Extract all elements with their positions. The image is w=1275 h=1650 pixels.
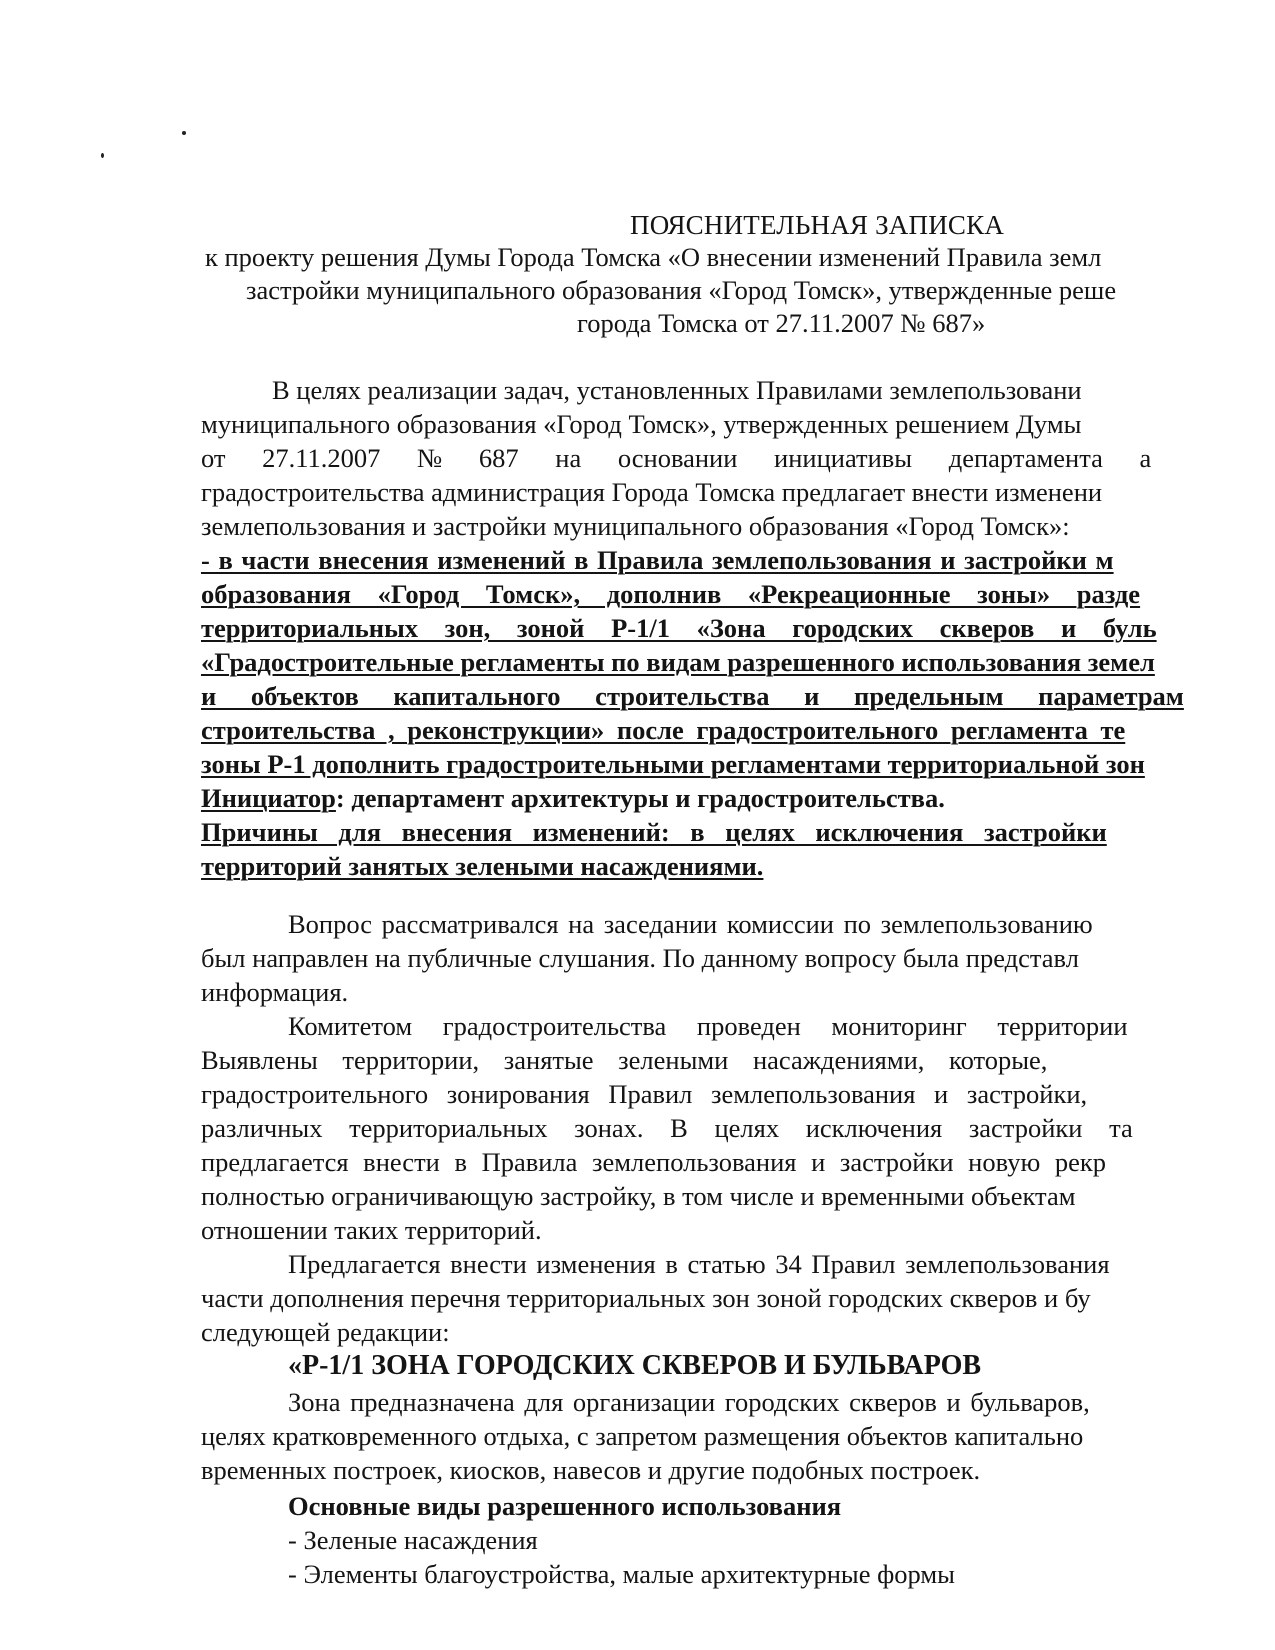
amendment-line: образования «Город Томск», дополнив «Рекреационные зоны» разде: [201, 579, 1141, 609]
intro-line: от 27.11.2007 № 687 на основании инициативы департамента а: [201, 443, 1152, 473]
commission-line: Вопрос рассматривался на заседании комиссии по землепользованию: [288, 909, 1093, 939]
reasons-line: территорий занятых зелеными насаждениями.: [201, 851, 764, 881]
intro-line: землепользования и застройки муниципального образования «Город Томск»:: [201, 511, 1070, 541]
scan-speck: [182, 131, 186, 135]
subtitle-line: города Томска от 27.11.2007 № 687»: [577, 308, 986, 338]
zone-desc-line: целях кратковременного отдыха, с запретом размещения объектов капитально: [201, 1421, 1084, 1451]
proposal-line: Предлагается внести изменения в статью 34 Правил землепользования: [288, 1249, 1110, 1279]
uses-item: - Зеленые насаждения: [288, 1525, 538, 1555]
committee-line: полностью ограничивающую застройку, в том числе и временными объектам: [201, 1181, 1076, 1211]
zone-desc-line: временных построек, киосков, навесов и другие подобных построек.: [201, 1455, 981, 1485]
commission-line: информация.: [201, 977, 349, 1007]
initiator-label: Инициатор: [201, 783, 336, 813]
reasons-line: Причины для внесения изменений: в целях исключения застройки: [201, 817, 1107, 847]
amendment-line: территориальных зон, зоной Р-1/1 «Зона городских скверов и буль: [201, 613, 1157, 643]
page-title: ПОЯСНИТЕЛЬНАЯ ЗАПИСКА: [630, 210, 1005, 240]
subtitle-line: застройки муниципального образования «Город Томск», утвержденные реше: [246, 275, 1117, 305]
committee-line: градостроительного зонирования Правил землепользования и застройки,: [201, 1079, 1088, 1109]
scan-speck: [101, 153, 104, 158]
committee-line: Выявлены территории, занятые зелеными насаждениями, которые,: [201, 1045, 1048, 1075]
uses-item: - Элементы благоустройства, малые архитектурные формы: [288, 1559, 955, 1589]
committee-line: отношении таких территорий.: [201, 1215, 542, 1245]
initiator-text: : департамент архитектуры и градостроительства.: [335, 783, 945, 813]
amendment-line: строительства , реконструкции» после градостроительного регламента те: [201, 715, 1126, 745]
committee-line: Комитетом градостроительства проведен мониторинг территории: [288, 1011, 1128, 1041]
subtitle-line: к проекту решения Думы Города Томска «О внесении изменений Правила земл: [205, 242, 1102, 272]
amendment-line: зоны Р-1 дополнить градостроительными регламентами территориальной зон: [201, 749, 1145, 779]
committee-line: различных территориальных зонах. В целях исключения застройки та: [201, 1113, 1133, 1143]
amendment-line: и объектов капитального строительства и предельным параметрам: [201, 681, 1184, 711]
intro-line: В целях реализации задач, установленных Правилами землепользовани: [272, 375, 1082, 405]
amendment-line: - в части внесения изменений в Правила землепользования и застройки м: [201, 545, 1114, 575]
initiator-line: [201, 781, 945, 815]
intro-line: градостроительства администрация Города Томска предлагает внести изменени: [201, 477, 1103, 507]
zone-heading: «Р-1/1 ЗОНА ГОРОДСКИХ СКВЕРОВ И БУЛЬВАРОВ: [288, 1350, 982, 1381]
commission-line: был направлен на публичные слушания. По данному вопросу была представл: [201, 943, 1079, 973]
intro-line: муниципального образования «Город Томск», утвержденных решением Думы: [201, 409, 1082, 439]
zone-desc-line: Зона предназначена для организации городских скверов и бульваров,: [288, 1387, 1090, 1417]
amendment-line: «Градостроительные регламенты по видам разрешенного использования земел: [201, 647, 1155, 677]
uses-heading: Основные виды разрешенного использования: [288, 1491, 842, 1521]
committee-line: предлагается внести в Правила землепользования и застройки новую рекр: [201, 1147, 1106, 1177]
proposal-line: части дополнения перечня территориальных зон зоной городских скверов и бу: [201, 1283, 1091, 1313]
proposal-line: следующей редакции:: [201, 1317, 450, 1347]
